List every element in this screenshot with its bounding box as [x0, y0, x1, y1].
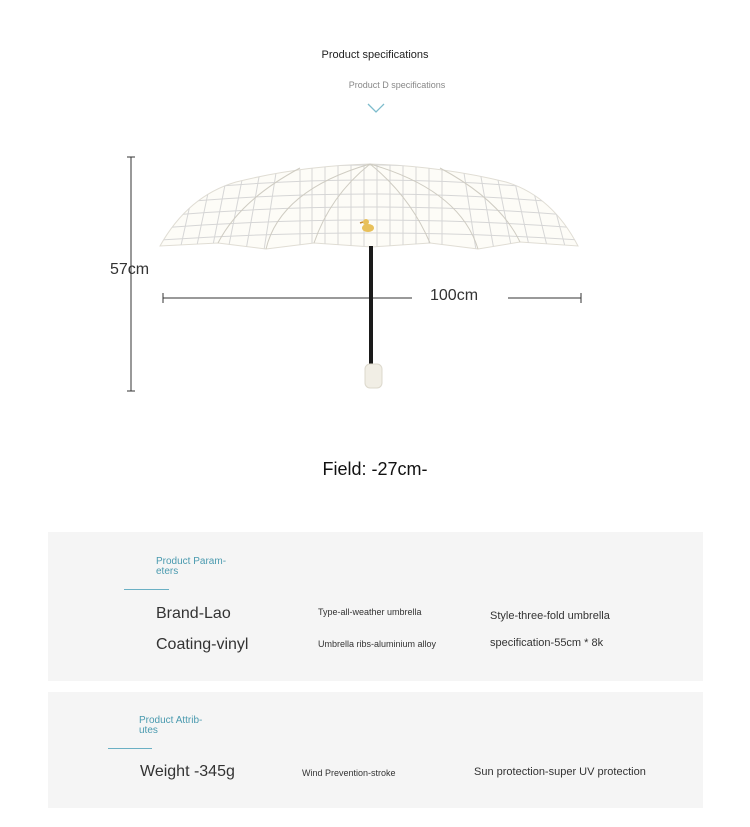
param-ribs: Umbrella ribs-aluminium alloy [318, 639, 437, 649]
attr-weight: Weight -345g [140, 763, 235, 780]
umbrella-handle [365, 364, 382, 388]
attributes-title-line2: utes [139, 725, 158, 736]
umbrella-shaft [369, 246, 373, 366]
attributes-title-underline [108, 748, 152, 749]
parameters-title-underline [124, 589, 169, 590]
umbrella-canopy [160, 160, 580, 250]
attributes-title-line1: Product Attrib- [139, 715, 203, 726]
parameters-title-line1: Product Param- [156, 556, 227, 567]
param-specification: specification-55cm * 8k [490, 637, 604, 649]
field-label: Field: -27cm- [322, 459, 428, 479]
attr-wind-prevention: Wind Prevention-stroke [302, 768, 396, 778]
attr-sun-protection: Sun protection-super UV protection [474, 766, 646, 778]
parameters-title-line2: eters [156, 566, 179, 577]
width-label: 100cm [430, 287, 479, 304]
page-title: Product specifications [321, 49, 429, 61]
param-style: Style-three-fold umbrella [490, 610, 610, 622]
param-type: Type-all-weather umbrella [318, 607, 422, 617]
page-subtitle: Product D specifications [348, 80, 446, 90]
param-brand: Brand-Lao [156, 605, 231, 622]
height-label: 57cm [110, 261, 150, 278]
product-attributes-panel [48, 692, 703, 808]
param-coating: Coating-vinyl [156, 636, 249, 653]
